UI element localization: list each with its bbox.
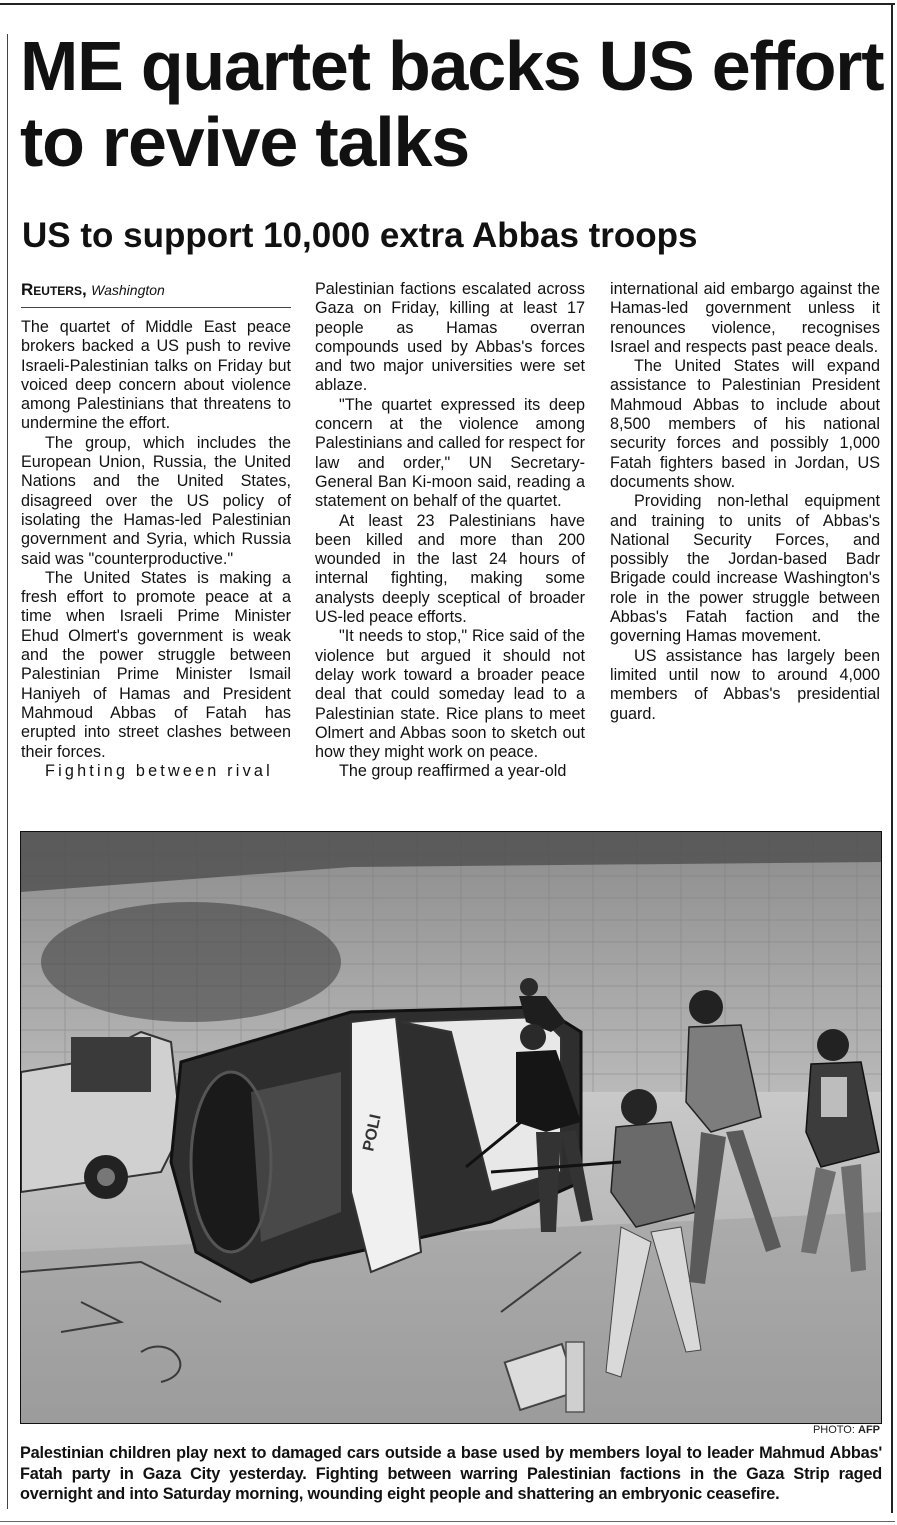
photo-credit-source: AFP (858, 1424, 880, 1436)
right-rule (891, 3, 893, 1513)
photo-caption: Palestinian children play next to damaged cars outside a base used by members loyal to leader Mahmud Abbas' Fatah party in Gaza City yesterday. Fighting between warring Palestinian factions in the Gaza Strip raged overnight and into Saturday morning, wounding eight people and shattering an embryonic ceasefire. (20, 1444, 882, 1503)
photo-credit-label: PHOTO: (812, 1424, 855, 1436)
paragraph: The group, which includes the European Union, Russia, the United Nations and the United States, disagreed over the US policy of isolating the Hamas-led Palestinian government and Syria, which Russia said was "counterproductive." (21, 433, 291, 568)
paragraph-fragment: Fighting between rival (45, 761, 273, 780)
paragraph: Providing non-lethal equipment and training to units of Abbas's National Security Forces, and possibly the Jordan-based Badr Brigade could increase Washington's role in the power struggle between Abbas's Fatah faction and the governing Hamas movement. (610, 492, 880, 646)
top-rule (0, 3, 895, 5)
article-column-1 (21, 280, 291, 781)
paragraph: The United States will expand assistance to Palestinian President Mahmoud Abbas to include about 8,500 members of his national security forces and possibly 1,000 Fatah fighters based in Jordan, US documents show. (610, 357, 880, 491)
paragraph: US assistance has largely been limited until now to around 4,000 members of Abbas's presidential guard. (610, 646, 880, 723)
paragraph: "It needs to stop," Rice said of the violence but argued it should not delay work toward a broader peace deal that could someday lead to a Palestinian state. Rice plans to meet Olmert and Abbas soon to sketch out how they might work on peace. (315, 627, 585, 762)
headline: ME quartet backs US effort to revive talks (20, 27, 884, 181)
photo-credit (20, 1424, 880, 1436)
left-column-rule (7, 34, 8, 1509)
bottom-rule (0, 1521, 895, 1522)
byline (21, 280, 291, 308)
paragraph-fragment: The group reaffirmed a year-old (339, 762, 567, 781)
paragraph: The United States is making a fresh effort to promote peace at a time when Israeli Prime Minister Ehud Olmert's government is weak and the power struggle between Palestinian Prime Minister Ismail Haniyeh of Hamas and President Mahmoud Abbas of Fatah has erupted into street clashes between their forces. (21, 568, 291, 761)
article-column-2 (315, 280, 585, 782)
article-column-3 (610, 280, 880, 724)
subheadline: US to support 10,000 extra Abbas troops (22, 216, 698, 255)
paragraph: The quartet of Middle East peace brokers backed a US push to revive Israeli-Palestinian talks on Friday but voiced deep concern about violence among Palestinians that threatens to undermine the effort. (21, 318, 291, 433)
photo-scene (21, 832, 881, 1423)
byline-place: Washington (91, 282, 165, 298)
paragraph: At least 23 Palestinians have been killed and more than 200 wounded in the last 24 hours of internal fighting, making some analysts deeply sceptical of broader US-led peace efforts. (315, 511, 585, 627)
paragraph-continued: international aid embargo against the Hamas-led government unless it renounces violence, recognises Israel and respects past peace deals. (610, 280, 880, 356)
paragraph-continued: Palestinian factions escalated across Gaza on Friday, killing at least 17 people as Hamas overran compounds used by Abbas's forces and two major universities were set ablaze. (315, 280, 585, 395)
soot-stain (41, 902, 341, 1022)
car-door-lettering: POLI (360, 1112, 385, 1153)
byline-agency: Reuters, (21, 280, 87, 299)
paragraph: "The quartet expressed its deep concern at the violence among Palestinians and called for respect for law and order," UN Secretary-General Ban Ki-moon said, reading a statement on behalf of the quartet. (315, 395, 585, 511)
news-photo (20, 831, 882, 1424)
